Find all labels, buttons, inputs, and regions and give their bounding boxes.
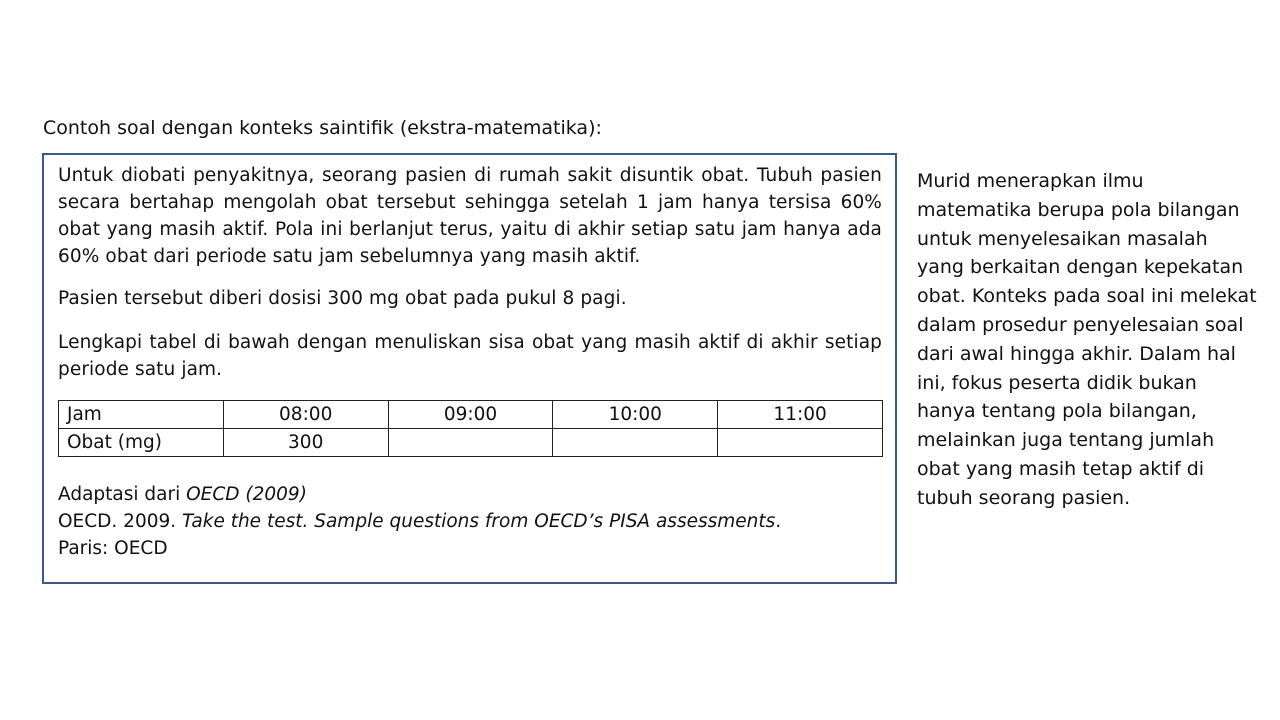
table-cell-time: 10:00: [553, 401, 718, 429]
table-row: [59, 401, 883, 429]
table-cell-value: [388, 429, 553, 457]
side-note: Murid menerapkan ilmu matematika berupa pola bilangan untuk menyelesaikan masalah yang berkaitan dengan kepekatan obat. Konteks pada soal ini melekat dalam prosedur penyelesaian soal dari awal hingga akhir. Dalam hal ini, fokus peserta didik bukan hanya tentang pola bilangan, melainkan juga tentang jumlah obat yang masih tetap aktif di tubuh seorang pasien.: [917, 170, 1257, 509]
table-cell-time: 08:00: [223, 401, 388, 429]
table-cell-jam-label: Jam: [59, 401, 224, 429]
table-cell-value: [718, 429, 883, 457]
table-cell-time: 09:00: [388, 401, 553, 429]
table-cell-value: 300: [223, 429, 388, 457]
citation-prefix: OECD. 2009.: [58, 511, 183, 532]
adaptation-source: OECD (2009): [186, 484, 307, 505]
citation-line-1: [58, 508, 882, 535]
citation-suffix: .: [775, 511, 782, 532]
table-cell-time: 11:00: [718, 401, 883, 429]
table-cell-obat-label: Obat (mg): [59, 429, 224, 457]
medicine-table: [58, 400, 883, 457]
section-heading: Contoh soal dengan konteks saintifik (ekstra-matematika):: [43, 117, 602, 139]
problem-paragraph-3: Lengkapi tabel di bawah dengan menuliskan sisa obat yang masih aktif di akhir setiap periode satu jam.: [58, 332, 882, 380]
table-row: [59, 429, 883, 457]
problem-paragraph-2: Pasien tersebut diberi dosisi 300 mg obat pada pukul 8 pagi.: [58, 288, 627, 309]
adaptation-prefix: Adaptasi dari: [58, 484, 187, 505]
citation-title: Take the test. Sample questions from OECD’s PISA assessments: [182, 511, 776, 532]
table-cell-value: [553, 429, 718, 457]
problem-paragraph-1: Untuk diobati penyakitnya, seorang pasien di rumah sakit disuntik obat. Tubuh pasien secara bertahap mengolah obat tersebut sehingga setelah 1 jam hanya tersisa 60% obat yang masih aktif. Pola ini berlanjut terus, yaitu di akhir setiap satu jam hanya ada 60% obat dari periode satu jam sebelumnya yang masih aktif.: [58, 165, 882, 267]
citation-line-2: Paris: OECD: [58, 538, 168, 559]
adaptation-note: [58, 481, 882, 508]
